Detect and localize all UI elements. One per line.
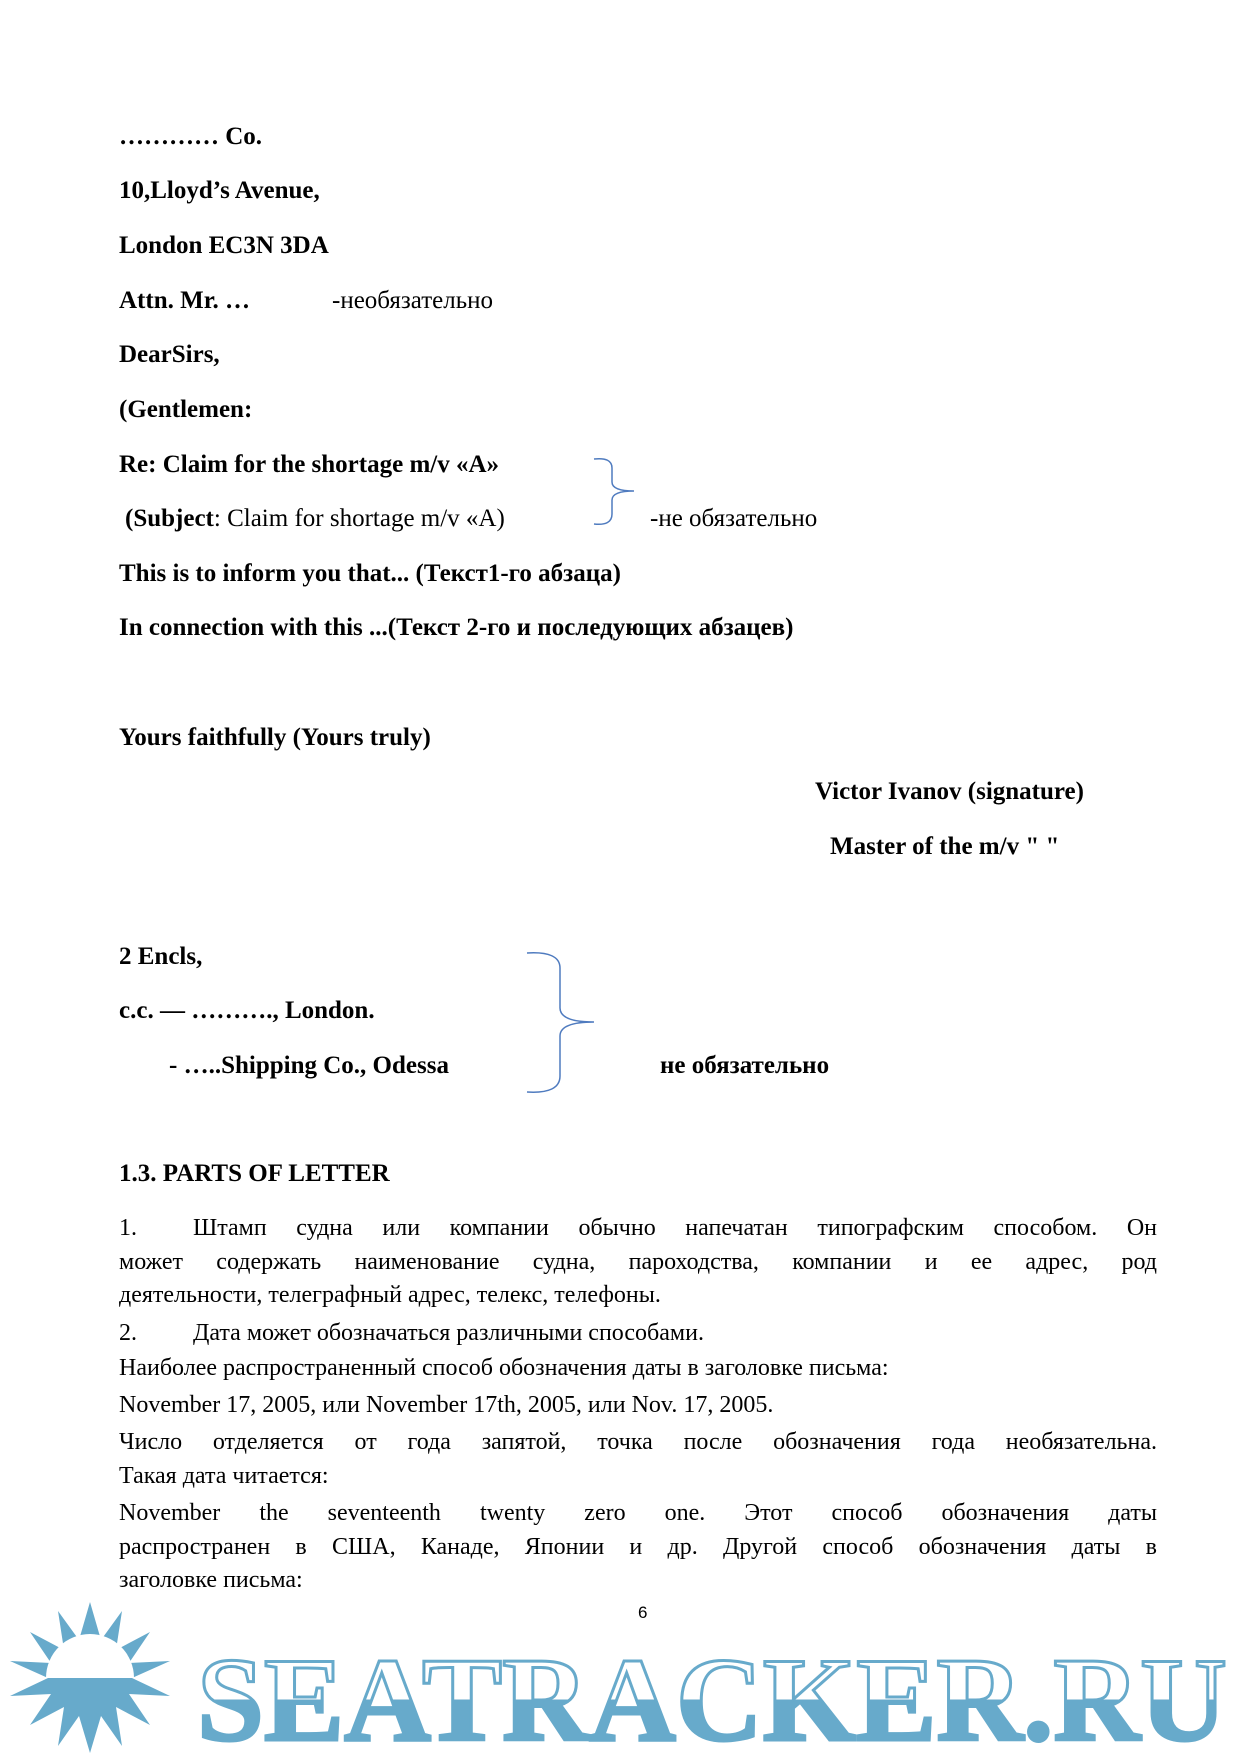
salutation: DearSirs, xyxy=(119,341,220,368)
page-number: 6 xyxy=(638,1603,648,1622)
brace-icon xyxy=(524,950,598,1096)
subject-line xyxy=(125,504,505,534)
seatracker-watermark-logo xyxy=(0,1600,1240,1753)
salutation-alt: (Gentlemen: xyxy=(119,396,253,423)
date-read-line-2: распространен в США, Канаде, Японии и др. Другой способ обозначения даты в xyxy=(119,1533,1157,1560)
date-format-line: Наиболее распространенный способ обозначения даты в заголовке письма: xyxy=(119,1355,889,1381)
signer-title: Master of the m/v " " xyxy=(830,833,1060,860)
recipient-address-1: 10,Lloyd’s Avenue, xyxy=(119,177,320,204)
watermark-text: SEATRACKER.RU xyxy=(197,1633,1227,1753)
enclosures: 2 Encls, xyxy=(119,943,203,970)
date-read-line-1: November the seventeenth twenty zero one. Этот способ обозначения даты xyxy=(119,1500,1157,1526)
recipient-address-2: London EC3N 3DA xyxy=(119,232,329,259)
closing: Yours faithfully (Yours truly) xyxy=(119,724,431,751)
brace-icon xyxy=(590,456,640,528)
cc-line-2: - …..Shipping Co., Odessa xyxy=(169,1052,449,1079)
attn-line: Attn. Mr. … xyxy=(119,287,251,314)
sun-icon xyxy=(10,1602,170,1753)
recipient-company: ………… Co. xyxy=(119,123,263,150)
date-example-line: November 17, 2005, или November 17th, 2005, или Nov. 17, 2005. xyxy=(119,1391,774,1418)
item-1-line-2: может содержать наименование судна, пароходства, компании и ее адрес, род xyxy=(119,1248,1157,1275)
date-read-line-3: заголовке письма: xyxy=(119,1567,303,1593)
subject-note: -не обязательно xyxy=(650,505,818,532)
date-note-line-1: Число отделяется от года запятой, точка после обозначения года необязательна. xyxy=(119,1429,1157,1455)
item-2: 2. Дата может обозначаться различными способами. xyxy=(119,1319,704,1346)
subject-text: : Claim for shortage m/v «A) xyxy=(213,505,505,532)
paragraph-1: This is to inform you that... (Текст1-го абзаца) xyxy=(119,560,621,587)
section-heading: 1.3. PARTS OF LETTER xyxy=(119,1160,390,1187)
paragraph-2: In connection with this ...(Текст 2-го и последующих абзацев) xyxy=(119,614,794,641)
cc-line-1: c.c. — ………., London. xyxy=(119,997,375,1024)
re-line: Re: Claim for the shortage m/v «A» xyxy=(119,451,500,478)
item-1-line-3: деятельности, телеграфный адрес, телекс, телефоны. xyxy=(119,1282,661,1308)
date-note-line-2: Такая дата читается: xyxy=(119,1462,329,1489)
signer: Victor Ivanov (signature) xyxy=(815,778,1084,805)
item-1-line-1: 1. Штамп судна или компании обычно напечатан типографским способом. Он xyxy=(119,1215,1157,1241)
section-body xyxy=(119,1212,1157,1598)
attn-note: -необязательно xyxy=(332,287,493,314)
subject-label: (Subject xyxy=(125,505,214,532)
cc-note: не обязательно xyxy=(660,1052,830,1079)
